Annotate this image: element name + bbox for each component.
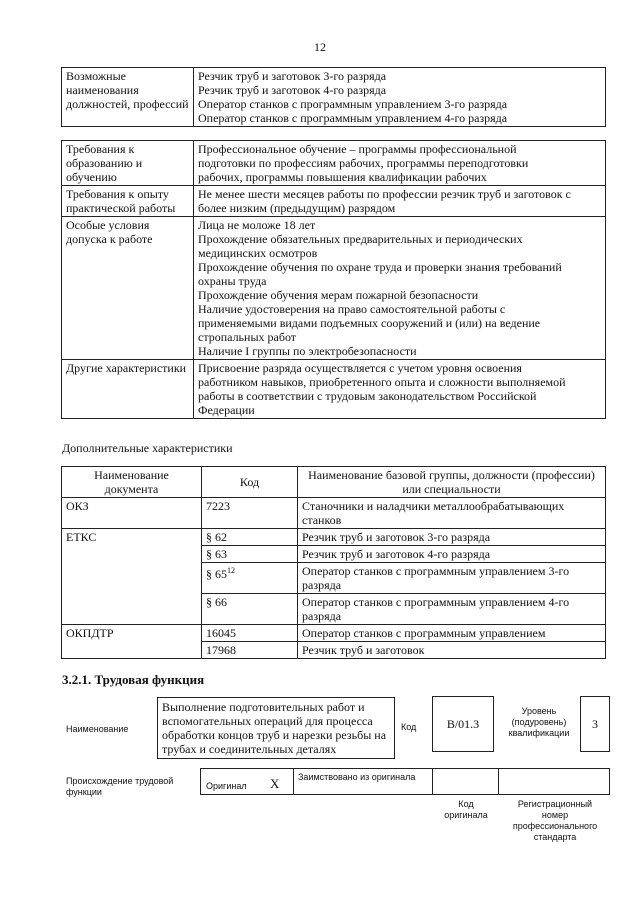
- text-line: Наличие I группы по электробезопасности: [198, 344, 417, 358]
- extra-header-row: [62, 467, 606, 498]
- positions-label: Возможные наименования должностей, профессий: [62, 68, 194, 127]
- borrowed-label: Заимствовано из оригинала: [298, 772, 416, 782]
- doc-okz: ОКЗ: [62, 498, 202, 529]
- text-line: Профессиональное обучение – программы профессиональной: [198, 142, 517, 156]
- table-row: [62, 529, 606, 546]
- name-cell: Резчик труб и заготовок: [298, 642, 606, 659]
- code-superscript: 12: [227, 566, 235, 575]
- text-line: Прохождение обучения мерам пожарной безопасности: [198, 288, 479, 302]
- requirement-admission: [62, 217, 606, 360]
- original-label: Оригинал: [206, 781, 247, 791]
- text-line: Прохождение обучения по охране труда и проверки знания требований: [198, 260, 562, 274]
- requirement-label: Требования к опыту практической работы: [62, 186, 194, 217]
- doc-etks: ЕТКС: [62, 529, 202, 625]
- code-value: B/01.3: [446, 717, 480, 731]
- requirement-text: [194, 186, 606, 217]
- name-cell: Резчик труб и заготовок 3-го разряда: [298, 529, 606, 546]
- text-line: Присвоение разряда осуществляется с учетом уровня освоения: [198, 361, 522, 375]
- header-name: Наименование базовой группы, должности (профессии) или специальности: [298, 467, 606, 498]
- name-cell: Оператор станков с программным управлением 4-го разряда: [298, 594, 606, 625]
- header-doc: Наименование документа: [62, 467, 202, 498]
- requirements-table: [61, 140, 606, 419]
- requirement-label: Другие характеристики: [62, 360, 194, 419]
- code-label: Код: [401, 722, 417, 732]
- level-label: Уровень (подуровень) квалификации: [508, 706, 570, 738]
- table-row: [62, 625, 606, 642]
- text-line: стропальных работ: [198, 330, 297, 344]
- level-box: [580, 696, 610, 752]
- requirement-text: [194, 217, 606, 360]
- orig-code-cell: [432, 768, 499, 795]
- position-item: Оператор станков с программным управлением 4-го разряда: [198, 111, 508, 125]
- text-line: медицинских осмотров: [198, 246, 318, 260]
- code-cell: 17968: [202, 642, 298, 659]
- code-cell: § 66: [202, 594, 298, 625]
- requirement-text: [194, 141, 606, 186]
- code-cell: [202, 563, 298, 594]
- function-name-label: Наименование: [66, 724, 129, 734]
- text-line: Лица не моложе 18 лет: [198, 218, 316, 232]
- requirement-label: Особые условия допуска к работе: [62, 217, 194, 360]
- doc-okpdtr: ОКПДТР: [62, 625, 202, 659]
- text-line: рабочих, программы повышения квалификации рабочих: [198, 170, 487, 184]
- name-cell: Станочники и наладчики металлообрабатывающих станков: [298, 498, 606, 529]
- text-line: работником навыков, приобретенного опыта и сложности выполняемой: [198, 375, 566, 389]
- text-line: Наличие удостоверения на право самостоятельной работы с: [198, 302, 506, 316]
- code-cell: § 62: [202, 529, 298, 546]
- requirement-text: [194, 360, 606, 419]
- text-line: работы в соответствии с трудовым законодательством Российской: [198, 389, 537, 403]
- code-cell: 16045: [202, 625, 298, 642]
- name-cell: Оператор станков с программным управлением: [298, 625, 606, 642]
- code-cell: 7223: [202, 498, 298, 529]
- text-line: более низким (предыдущим) разрядом: [198, 201, 396, 215]
- level-value: 3: [592, 717, 598, 731]
- requirement-other: [62, 360, 606, 419]
- reg-number-label: Регистрационный номер профессионального стандарта: [512, 799, 598, 842]
- code-text: § 65: [206, 567, 227, 581]
- position-item: Оператор станков с программным управлением 3-го разряда: [198, 97, 508, 111]
- text-line: применяемыми видами подъемных сооружений и (или) на ведение: [198, 316, 541, 330]
- text-line: охраны труда: [198, 274, 267, 288]
- function-name-value: Выполнение подготовительных работ и вспомогательных операций для процесса обработки концов труб и нарезки резьбы на трубах и соединительных деталях: [162, 700, 387, 756]
- page-number: 12: [314, 40, 326, 54]
- header-code: Код: [202, 467, 298, 498]
- text-line: Прохождение обязательных предварительных и периодических: [198, 232, 523, 246]
- original-mark: X: [270, 776, 280, 791]
- code-box: [432, 696, 494, 752]
- positions-table: [61, 67, 606, 127]
- positions-values: [194, 68, 606, 127]
- origin-label: Происхождение трудовой функции: [66, 776, 174, 797]
- requirement-education: [62, 141, 606, 186]
- extra-table: [61, 466, 606, 659]
- extra-title: Дополнительные характеристики: [62, 441, 233, 455]
- position-item: Резчик труб и заготовок 4-го разряда: [198, 83, 387, 97]
- function-title: 3.2.1. Трудовая функция: [62, 672, 205, 687]
- function-name-box: [157, 697, 395, 759]
- position-item: Резчик труб и заготовок 3-го разряда: [198, 69, 387, 83]
- orig-code-label: Код оригинала: [444, 799, 488, 820]
- requirement-label: Требования к образованию и обучению: [62, 141, 194, 186]
- text-line: Федерации: [198, 403, 255, 417]
- text-line: Не менее шести месяцев работы по профессии резчик труб и заготовок с: [198, 187, 571, 201]
- table-row: [62, 498, 606, 529]
- name-cell: Оператор станков с программным управлением 3-го разряда: [298, 563, 606, 594]
- code-cell: § 63: [202, 546, 298, 563]
- text-line: подготовки по профессиям рабочих, программы переподготовки: [198, 156, 529, 170]
- name-cell: Резчик труб и заготовок 4-го разряда: [298, 546, 606, 563]
- requirement-experience: [62, 186, 606, 217]
